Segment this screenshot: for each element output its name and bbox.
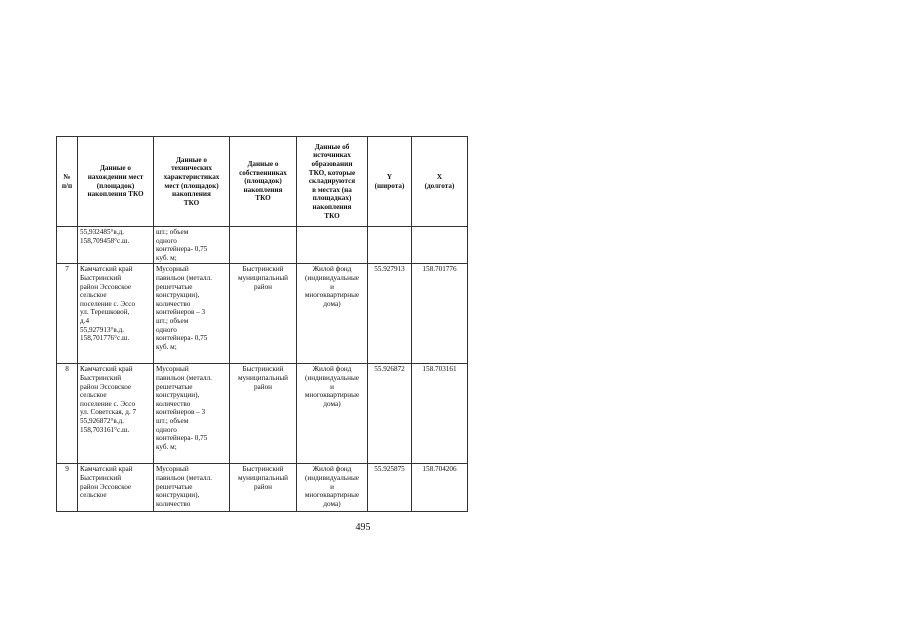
- cell-line: павильон (металл.: [156, 373, 212, 382]
- cell-line: Жилой фонд: [312, 465, 352, 474]
- header-longitude: [412, 137, 468, 227]
- technical-cell: [154, 264, 230, 364]
- cell-line: многоквартирные: [304, 491, 360, 500]
- cell-line: одного: [156, 325, 177, 334]
- row-number: 7: [57, 264, 78, 364]
- cell-line: павильон (металл.: [156, 273, 212, 282]
- cell-line: решетчатые: [156, 382, 193, 391]
- cell-line: шт.; объем: [156, 228, 189, 236]
- cell-line: решетчатые: [156, 482, 193, 491]
- cell-line: характеристиках: [163, 172, 220, 181]
- cell-line: конструкции),: [156, 291, 200, 300]
- cell-line: ТКО, которые: [308, 168, 356, 177]
- cell-line: одного: [156, 425, 177, 434]
- location-cell: [78, 364, 154, 464]
- table-header-row: [57, 137, 468, 227]
- cell-line: и: [330, 482, 334, 491]
- cell-line: дома): [323, 399, 341, 408]
- cell-line: складируются: [308, 177, 356, 186]
- cell-line: накопления ТКО: [87, 190, 144, 199]
- location-cell: [78, 464, 154, 512]
- cell-line: Быстринский: [242, 365, 284, 374]
- cell-line: (площадок): [96, 181, 135, 190]
- location-cell: [78, 264, 154, 364]
- cell-line: и: [330, 382, 334, 391]
- cell-line: сельское: [80, 391, 107, 400]
- cell-line: (индивидуальные: [305, 273, 359, 282]
- longitude-cell: [412, 227, 468, 264]
- owner-cell: [230, 264, 297, 364]
- cell-line: дома): [323, 299, 341, 308]
- cell-line: 55,927913°в.д.: [80, 325, 125, 334]
- header-latitude: [368, 137, 412, 227]
- cell-line: собственниках: [239, 168, 287, 177]
- latitude-cell: 55.926872: [368, 364, 412, 464]
- owner-cell: [230, 364, 297, 464]
- cell-line: Быстринский: [80, 373, 122, 382]
- cell-line: контейнеров – 3: [156, 308, 206, 317]
- header-owners: [230, 137, 297, 227]
- cell-line: куб. м;: [156, 253, 177, 262]
- cell-line: район Эссовское: [80, 282, 132, 291]
- cell-line: Жилой фонд: [312, 265, 352, 274]
- cell-line: Быстринский: [242, 265, 284, 274]
- cell-line: конструкции),: [156, 491, 200, 500]
- cell-line: район: [253, 282, 273, 291]
- cell-line: решетчатые: [156, 282, 193, 291]
- cell-line: №: [63, 172, 71, 181]
- header-technical: [154, 137, 230, 227]
- table-row: [57, 464, 468, 512]
- row-number: [57, 227, 78, 264]
- table-row: [57, 227, 468, 264]
- cell-line: контейнера- 0,75: [156, 245, 208, 254]
- technical-cell: [154, 464, 230, 512]
- cell-line: Y: [386, 172, 393, 181]
- cell-line: контейнера- 0,75: [156, 434, 208, 443]
- cell-line: одного: [156, 236, 177, 245]
- cell-line: Быстринский: [242, 465, 284, 474]
- cell-line: Мусорный: [156, 465, 189, 474]
- latitude-cell: 55.927913: [368, 264, 412, 364]
- cell-line: куб. м;: [156, 342, 177, 351]
- cell-line: Данные о: [247, 160, 279, 169]
- source-cell: [297, 364, 368, 464]
- cell-line: контейнера- 0,75: [156, 334, 208, 343]
- row-number: 8: [57, 364, 78, 464]
- cell-line: Камчатский край: [80, 465, 133, 474]
- cell-line: мест (площадок): [164, 181, 219, 190]
- table-row: [57, 264, 468, 364]
- cell-line: количество: [156, 299, 191, 308]
- cell-line: нахождении мест: [87, 172, 144, 181]
- cell-line: многоквартирные: [304, 391, 360, 400]
- technical-cell: [154, 364, 230, 464]
- longitude-cell: 158.703161: [412, 364, 468, 464]
- owner-cell: [230, 464, 297, 512]
- cell-line: шт.; объем: [156, 316, 189, 325]
- cell-line: Камчатский край: [80, 365, 133, 374]
- header-number: [57, 137, 78, 227]
- source-cell: [297, 264, 368, 364]
- cell-line: Данные об: [314, 142, 350, 151]
- cell-line: сельское: [80, 491, 107, 500]
- location-cell: [78, 227, 154, 264]
- waste-sites-table: [56, 136, 468, 512]
- source-cell: [297, 464, 368, 512]
- source-cell: [297, 227, 368, 264]
- cell-line: (площадок): [244, 177, 282, 186]
- cell-line: муниципальный: [237, 373, 288, 382]
- cell-line: (долгота): [424, 181, 455, 190]
- cell-line: район Эссовское: [80, 382, 132, 391]
- cell-line: шт.; объем: [156, 416, 189, 425]
- cell-line: 55,932485°в.д.: [80, 228, 125, 236]
- cell-line: п/п: [61, 181, 73, 190]
- cell-line: 158,709458°с.ш.: [80, 236, 130, 245]
- cell-line: 158,701776°с.ш.: [80, 334, 130, 343]
- latitude-cell: [368, 227, 412, 264]
- cell-line: сельское: [80, 291, 107, 300]
- cell-line: д.4: [80, 316, 90, 325]
- cell-line: муниципальный: [237, 273, 288, 282]
- header-location: [78, 137, 154, 227]
- cell-line: накопления: [172, 190, 211, 199]
- owner-cell: [230, 227, 297, 264]
- cell-line: район: [253, 482, 273, 491]
- row-number: 9: [57, 464, 78, 512]
- cell-line: район Эссовское: [80, 482, 132, 491]
- cell-line: накопления: [243, 185, 283, 194]
- cell-line: Жилой фонд: [312, 365, 352, 374]
- cell-line: ТКО: [183, 198, 200, 207]
- latitude-cell: 55.925875: [368, 464, 412, 512]
- cell-line: (широта): [374, 181, 405, 190]
- cell-line: контейнеров – 3: [156, 408, 206, 417]
- cell-line: дома): [323, 499, 341, 508]
- cell-line: Данные о: [175, 155, 207, 164]
- cell-line: источниках: [313, 151, 351, 160]
- cell-line: X: [436, 172, 443, 181]
- cell-line: количество: [156, 399, 191, 408]
- cell-line: накопления: [312, 202, 352, 211]
- cell-line: Данные о: [99, 164, 131, 173]
- cell-line: и: [330, 282, 334, 291]
- cell-line: Быстринский: [80, 273, 122, 282]
- cell-line: технических: [171, 164, 212, 173]
- cell-line: 158,703161°с.ш.: [80, 425, 130, 434]
- cell-line: образовании: [311, 160, 353, 169]
- longitude-cell: 158.701776: [412, 264, 468, 364]
- header-sources: [297, 137, 368, 227]
- cell-line: куб. м;: [156, 442, 177, 451]
- cell-line: многоквартирные: [304, 291, 360, 300]
- cell-line: муниципальный: [237, 473, 288, 482]
- page-number: 495: [355, 522, 371, 533]
- cell-line: количество: [156, 499, 191, 508]
- technical-cell: [154, 227, 230, 264]
- cell-line: Мусорный: [156, 265, 189, 274]
- cell-line: поселение с. Эссо: [80, 299, 136, 308]
- cell-line: (индивидуальные: [305, 473, 359, 482]
- cell-line: площадках): [312, 194, 352, 203]
- cell-line: в местах (на: [312, 185, 352, 194]
- cell-line: ул. Советская, д. 7: [80, 408, 137, 417]
- cell-line: Быстринский: [80, 473, 122, 482]
- cell-line: ТКО: [324, 211, 340, 220]
- cell-line: район: [253, 382, 273, 391]
- cell-line: Мусорный: [156, 365, 189, 374]
- longitude-cell: 158.704206: [412, 464, 468, 512]
- cell-line: павильон (металл.: [156, 473, 212, 482]
- cell-line: (индивидуальные: [305, 373, 359, 382]
- table-row: [57, 364, 468, 464]
- cell-line: Камчатский край: [80, 265, 133, 274]
- cell-line: конструкции),: [156, 391, 200, 400]
- cell-line: поселение с. Эссо: [80, 399, 136, 408]
- cell-line: ул. Терешковой,: [80, 308, 130, 317]
- cell-line: 55,926872°в.д.: [80, 416, 125, 425]
- cell-line: ТКО: [255, 194, 271, 203]
